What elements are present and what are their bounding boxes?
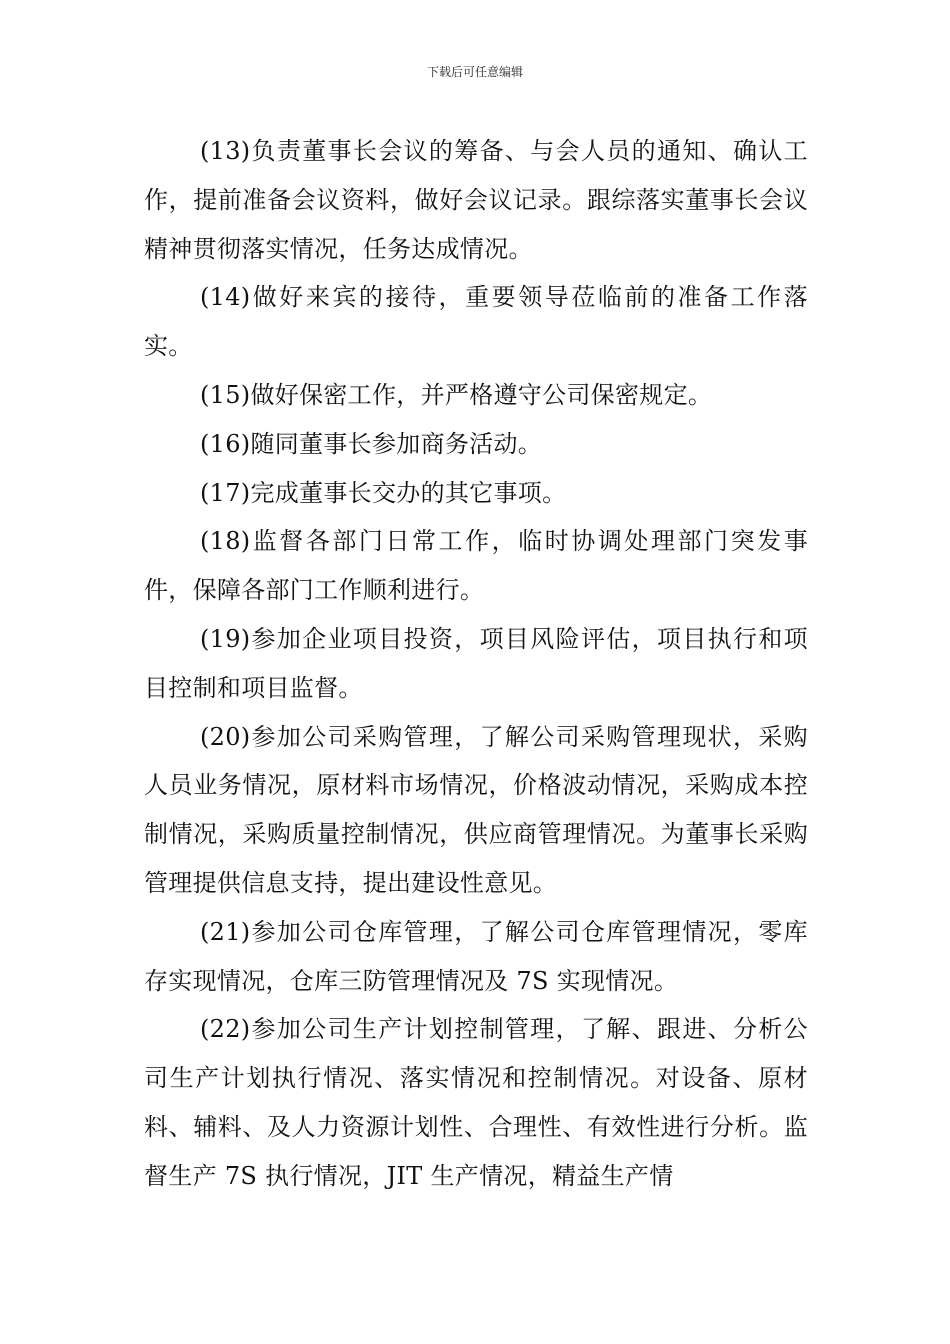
- paragraph-13: (13)负责董事长会议的筹备、与会人员的通知、确认工作，提前准备会议资料，做好会议记录。跟综落实董事长会议精神贯彻落实情况，任务达成情况。: [144, 137, 808, 263]
- paragraph-17: (17)完成董事长交办的其它事项。: [200, 478, 567, 507]
- paragraph-19: (19)参加企业项目投资，项目风险评估，项目执行和项目控制和项目监督。: [144, 624, 808, 702]
- paragraph-15: (15)做好保密工作，并严格遵守公司保密规定。: [200, 380, 713, 409]
- paragraph-20: (20)参加公司采购管理，了解公司采购管理现状，采购人员业务情况，原材料市场情况，价格波动情况，采购成本控制情况，采购质量控制情况，供应商管理情况。为董事长采购管理提供信息支持，提出建设性意见。: [144, 722, 808, 897]
- paragraph-22: (22)参加公司生产计划控制管理，了解、跟进、分析公司生产计划执行情况、落实情况和控制情况。对设备、原材料、辅料、及人力资源计划性、合理性、有效性进行分析。监督生产 7S 执行情况，JIT 生产情况，精益生产情: [144, 1015, 808, 1190]
- paragraph-14: (14)做好来宾的接待，重要领导莅临前的准备工作落实。: [144, 283, 808, 361]
- paragraph-18: (18)监督各部门日常工作，临时协调处理部门突发事件，保障各部门工作顺利进行。: [144, 527, 808, 605]
- paragraph-16: (16)随同董事长参加商务活动。: [200, 429, 543, 458]
- document-body: [144, 127, 808, 1201]
- page-header: 下载后可任意编辑: [426, 65, 523, 79]
- paragraph-21: (21)参加公司仓库管理，了解公司仓库管理情况，零库存实现情况，仓库三防管理情况及 7S 实现情况。: [144, 917, 808, 995]
